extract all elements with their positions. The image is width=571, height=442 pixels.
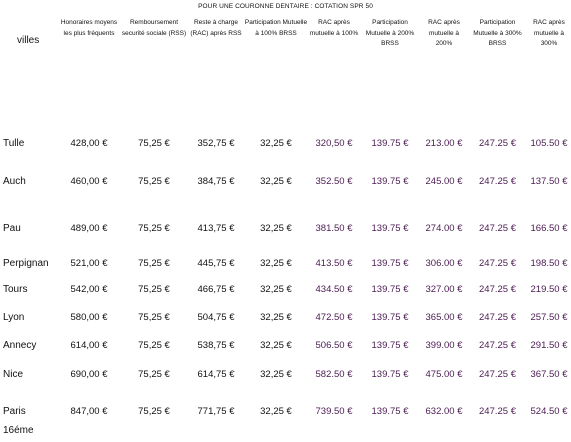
rss-cell: 75,25 €	[138, 258, 170, 269]
rac200-cell: 327.00 €	[425, 284, 463, 295]
rac100-cell: 352.50 €	[315, 176, 353, 187]
honoraires-cell: 460,00 €	[70, 176, 108, 187]
rac200-cell: 632.00 €	[425, 406, 463, 417]
city-cell: Tours	[3, 284, 28, 295]
rac100-cell: 506.50 €	[315, 340, 353, 351]
rac100-cell: 434.50 €	[315, 284, 353, 295]
rac300-cell: 137.50 €	[530, 176, 568, 187]
part100-cell: 32,25 €	[260, 223, 292, 234]
rac-cell: 413,75 €	[197, 223, 235, 234]
table-row	[0, 254, 571, 280]
honoraires-cell: 428,00 €	[70, 138, 108, 149]
table-row	[0, 134, 571, 172]
rac300-cell: 219.50 €	[530, 284, 568, 295]
rac-cell: 771,75 €	[197, 406, 235, 417]
header-row	[0, 14, 571, 134]
rac-cell: 504,75 €	[197, 312, 235, 323]
table-row	[0, 280, 571, 308]
header-honoraires: Honoraires moyens les plus fréquents	[60, 19, 118, 37]
rac300-cell: 367.50 €	[530, 369, 568, 380]
rss-cell: 75,25 €	[138, 176, 170, 187]
table-row	[0, 308, 571, 336]
rac-cell: 614,75 €	[197, 369, 235, 380]
city-cell: Nice	[3, 369, 24, 380]
rss-cell: 75,25 €	[138, 406, 170, 417]
honoraires-cell: 489,00 €	[70, 223, 108, 234]
rac200-cell: 245.00 €	[425, 176, 463, 187]
table-row	[0, 402, 571, 442]
part200-cell: 139.75 €	[371, 258, 409, 269]
honoraires-cell: 542,00 €	[70, 284, 108, 295]
table-row	[0, 219, 571, 254]
honoraires-cell: 521,00 €	[70, 258, 108, 269]
header-rac300: RAC après mutuelle à 300%	[533, 19, 565, 47]
part300-cell: 247.25 €	[479, 223, 516, 234]
dental-crown-cost-table	[0, 14, 571, 442]
part300-cell: 247.25 €	[479, 312, 516, 323]
part200-cell: 139.75 €	[371, 138, 409, 149]
rac-cell: 384,75 €	[197, 176, 235, 187]
header-part200: Participation Mutuelle à 200% BRSS	[365, 19, 415, 47]
header-villes: villes	[17, 35, 40, 46]
city-cell: Auch	[3, 176, 26, 187]
rac100-cell: 413.50 €	[315, 258, 353, 269]
rac100-cell: 320,50 €	[315, 138, 353, 149]
part200-cell: 139.75 €	[371, 312, 409, 323]
part300-cell: 247.25 €	[479, 284, 516, 295]
part300-cell: 247.25 €	[479, 258, 516, 269]
rac300-cell: 105.50 €	[530, 138, 568, 149]
rac-cell: 466,75 €	[197, 284, 235, 295]
rac300-cell: 291.50 €	[530, 340, 568, 351]
rac200-cell: 213.00 €	[425, 138, 463, 149]
rac-cell: 445,75 €	[197, 258, 235, 269]
honoraires-cell: 580,00 €	[70, 312, 108, 323]
part300-cell: 247.25 €	[479, 406, 516, 417]
part100-cell: 32,25 €	[260, 284, 292, 295]
part200-cell: 139.75 €	[371, 369, 409, 380]
header-rac: Reste à charge (RAC) après RSS	[190, 19, 242, 37]
rac100-cell: 472.50 €	[315, 312, 353, 323]
part300-cell: 247.25 €	[479, 176, 516, 187]
rac300-cell: 166.50 €	[530, 223, 568, 234]
rac200-cell: 365.00 €	[425, 312, 463, 323]
part200-cell: 139.75 €	[371, 223, 409, 234]
rac300-cell: 198.50 €	[530, 258, 568, 269]
part100-cell: 32,25 €	[260, 176, 292, 187]
rss-cell: 75,25 €	[138, 138, 170, 149]
rac100-cell: 739.50 €	[315, 406, 353, 417]
city-cell: Annecy	[3, 340, 37, 351]
rac300-cell: 257.50 €	[530, 312, 568, 323]
rac200-cell: 475.00 €	[425, 369, 463, 380]
table-row	[0, 336, 571, 365]
part300-cell: 247.25 €	[479, 138, 516, 149]
rss-cell: 75,25 €	[138, 312, 170, 323]
part200-cell: 139.75 €	[371, 176, 409, 187]
part100-cell: 32,25 €	[260, 406, 292, 417]
part200-cell: 139.75 €	[371, 406, 409, 417]
rac-cell: 538,75 €	[197, 340, 235, 351]
rac200-cell: 274.00 €	[425, 223, 463, 234]
rac-cell: 352,75 €	[197, 138, 235, 149]
honoraires-cell: 847,00 €	[70, 406, 108, 417]
part100-cell: 32,25 €	[260, 258, 292, 269]
rac200-cell: 306.00 €	[425, 258, 463, 269]
part300-cell: 247.25 €	[479, 369, 516, 380]
rss-cell: 75,25 €	[138, 284, 170, 295]
rac100-cell: 582.50 €	[315, 369, 353, 380]
header-rac200: RAC après mutuelle à 200%	[428, 19, 460, 47]
table-title: POUR UNE COURONNE DENTAIRE : COTATION SPR 50	[198, 3, 373, 10]
part300-cell: 247.25 €	[479, 340, 516, 351]
city-cell: Paris 16éme	[3, 406, 34, 436]
part200-cell: 139.75 €	[371, 340, 409, 351]
header-part100: Participation Mutuelle à 100% BRSS	[244, 19, 308, 37]
rac200-cell: 399.00 €	[425, 340, 463, 351]
rac100-cell: 381.50 €	[315, 223, 353, 234]
header-rac100: RAC après mutuelle à 100%	[309, 19, 359, 37]
part200-cell: 139.75 €	[371, 284, 409, 295]
part100-cell: 32,25 €	[260, 340, 292, 351]
part100-cell: 32,25 €	[260, 369, 292, 380]
rss-cell: 75,25 €	[138, 369, 170, 380]
city-cell: Perpignan	[3, 258, 49, 269]
part100-cell: 32,25 €	[260, 312, 292, 323]
city-cell: Tulle	[3, 138, 25, 149]
city-cell: Lyon	[3, 312, 25, 323]
table-row	[0, 172, 571, 219]
header-part300: Participation Mutuelle à 300% BRSS	[473, 19, 522, 47]
honoraires-cell: 690,00 €	[70, 369, 108, 380]
city-cell: Pau	[3, 223, 21, 234]
honoraires-cell: 614,00 €	[70, 340, 108, 351]
rac300-cell: 524.50 €	[530, 406, 568, 417]
table-row	[0, 365, 571, 402]
part100-cell: 32,25 €	[260, 138, 292, 149]
header-rss: Remboursement securité sociale (RSS)	[121, 19, 187, 37]
rss-cell: 75,25 €	[138, 340, 170, 351]
rss-cell: 75,25 €	[138, 223, 170, 234]
